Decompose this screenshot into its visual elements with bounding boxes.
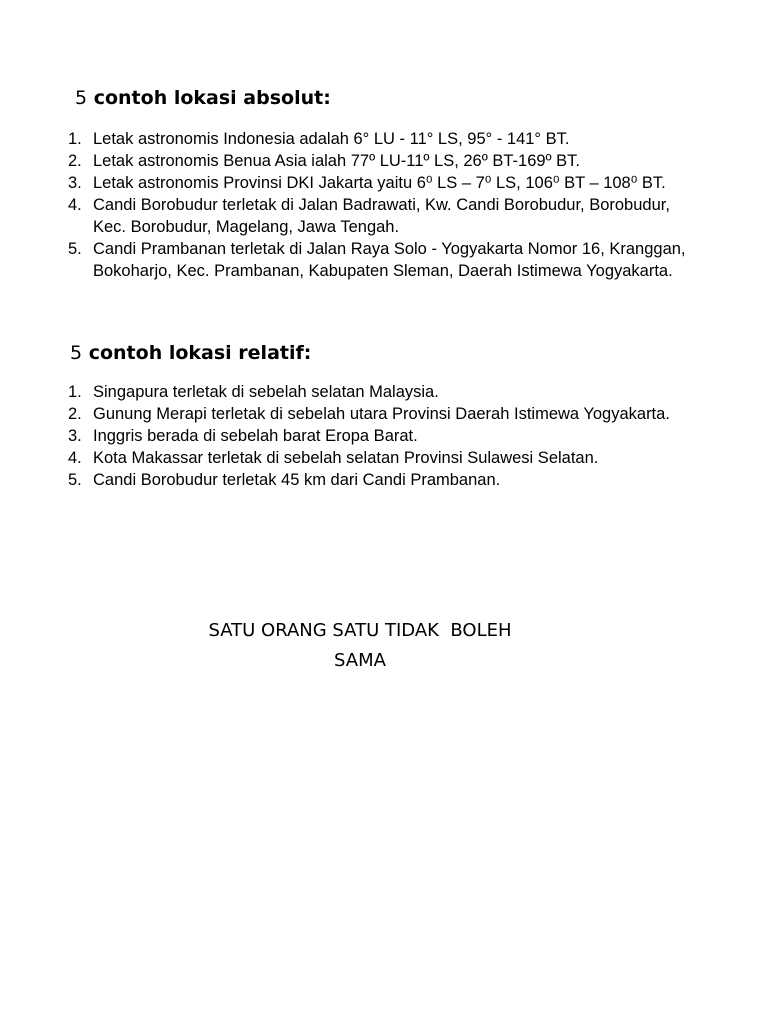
- relative-location-list: [68, 381, 688, 491]
- list-item-text: Letak astronomis Indonesia adalah 6° LU - 11° LS, 95° - 141° BT.: [93, 130, 570, 148]
- absolute-location-list: [68, 128, 688, 282]
- list-marker: 1.: [68, 383, 82, 401]
- list-item: [68, 447, 688, 469]
- list-item: [68, 128, 688, 150]
- list-item-text: Kota Makassar terletak di sebelah selatan Provinsi Sulawesi Selatan.: [93, 449, 599, 467]
- list-item: [68, 381, 688, 403]
- list-marker: 2.: [68, 152, 82, 170]
- list-marker: 1.: [68, 130, 82, 148]
- list-item: [68, 469, 688, 491]
- list-marker: 3.: [68, 174, 82, 192]
- list-marker: 2.: [68, 405, 82, 423]
- list-item-text: Letak astronomis Provinsi DKI Jakarta yaitu 6⁰ LS – 7⁰ LS, 106⁰ BT – 108⁰ BT.: [93, 174, 666, 192]
- list-item-text: Inggris berada di sebelah barat Eropa Barat.: [93, 427, 418, 445]
- list-item: [68, 150, 688, 172]
- list-item: [68, 194, 688, 238]
- list-item: [68, 425, 688, 447]
- list-item-text: Singapura terletak di sebelah selatan Malaysia.: [93, 383, 439, 401]
- list-marker: 5.: [68, 471, 82, 489]
- heading-number: 5: [75, 87, 88, 109]
- list-marker: 5.: [68, 240, 82, 258]
- heading-absolute-location: [75, 86, 331, 110]
- list-item-text: Candi Prambanan terletak di Jalan Raya Solo - Yogyakarta Nomor 16, Kranggan, Bokoharjo, Kec. Prambanan, Kabupaten Sleman, Daerah Istimewa Yogyakarta.: [93, 240, 686, 280]
- heading-text: contoh lokasi absolut:: [93, 87, 331, 109]
- list-marker: 4.: [68, 196, 82, 214]
- list-item: [68, 172, 688, 194]
- list-marker: 3.: [68, 427, 82, 445]
- list-item-text: Letak astronomis Benua Asia ialah 77º LU-11º LS, 26º BT-169º BT.: [93, 152, 580, 170]
- list-item: [68, 403, 688, 425]
- list-item-text: Gunung Merapi terletak di sebelah utara Provinsi Daerah Istimewa Yogyakarta.: [93, 405, 670, 423]
- list-item-text: Candi Borobudur terletak di Jalan Badrawati, Kw. Candi Borobudur, Borobudur, Kec. Borobudur, Magelang, Jawa Tengah.: [93, 196, 670, 236]
- heading-relative-location: [70, 341, 311, 365]
- heading-number: 5: [70, 342, 83, 364]
- list-marker: 4.: [68, 449, 82, 467]
- heading-text: contoh lokasi relatif:: [88, 342, 312, 364]
- list-item-text: Candi Borobudur terletak 45 km dari Candi Prambanan.: [93, 471, 501, 489]
- list-item: [68, 238, 688, 282]
- footer-note-line-2: SAMA: [334, 650, 386, 671]
- footer-note-line-1: SATU ORANG SATU TIDAK BOLEH: [208, 620, 512, 641]
